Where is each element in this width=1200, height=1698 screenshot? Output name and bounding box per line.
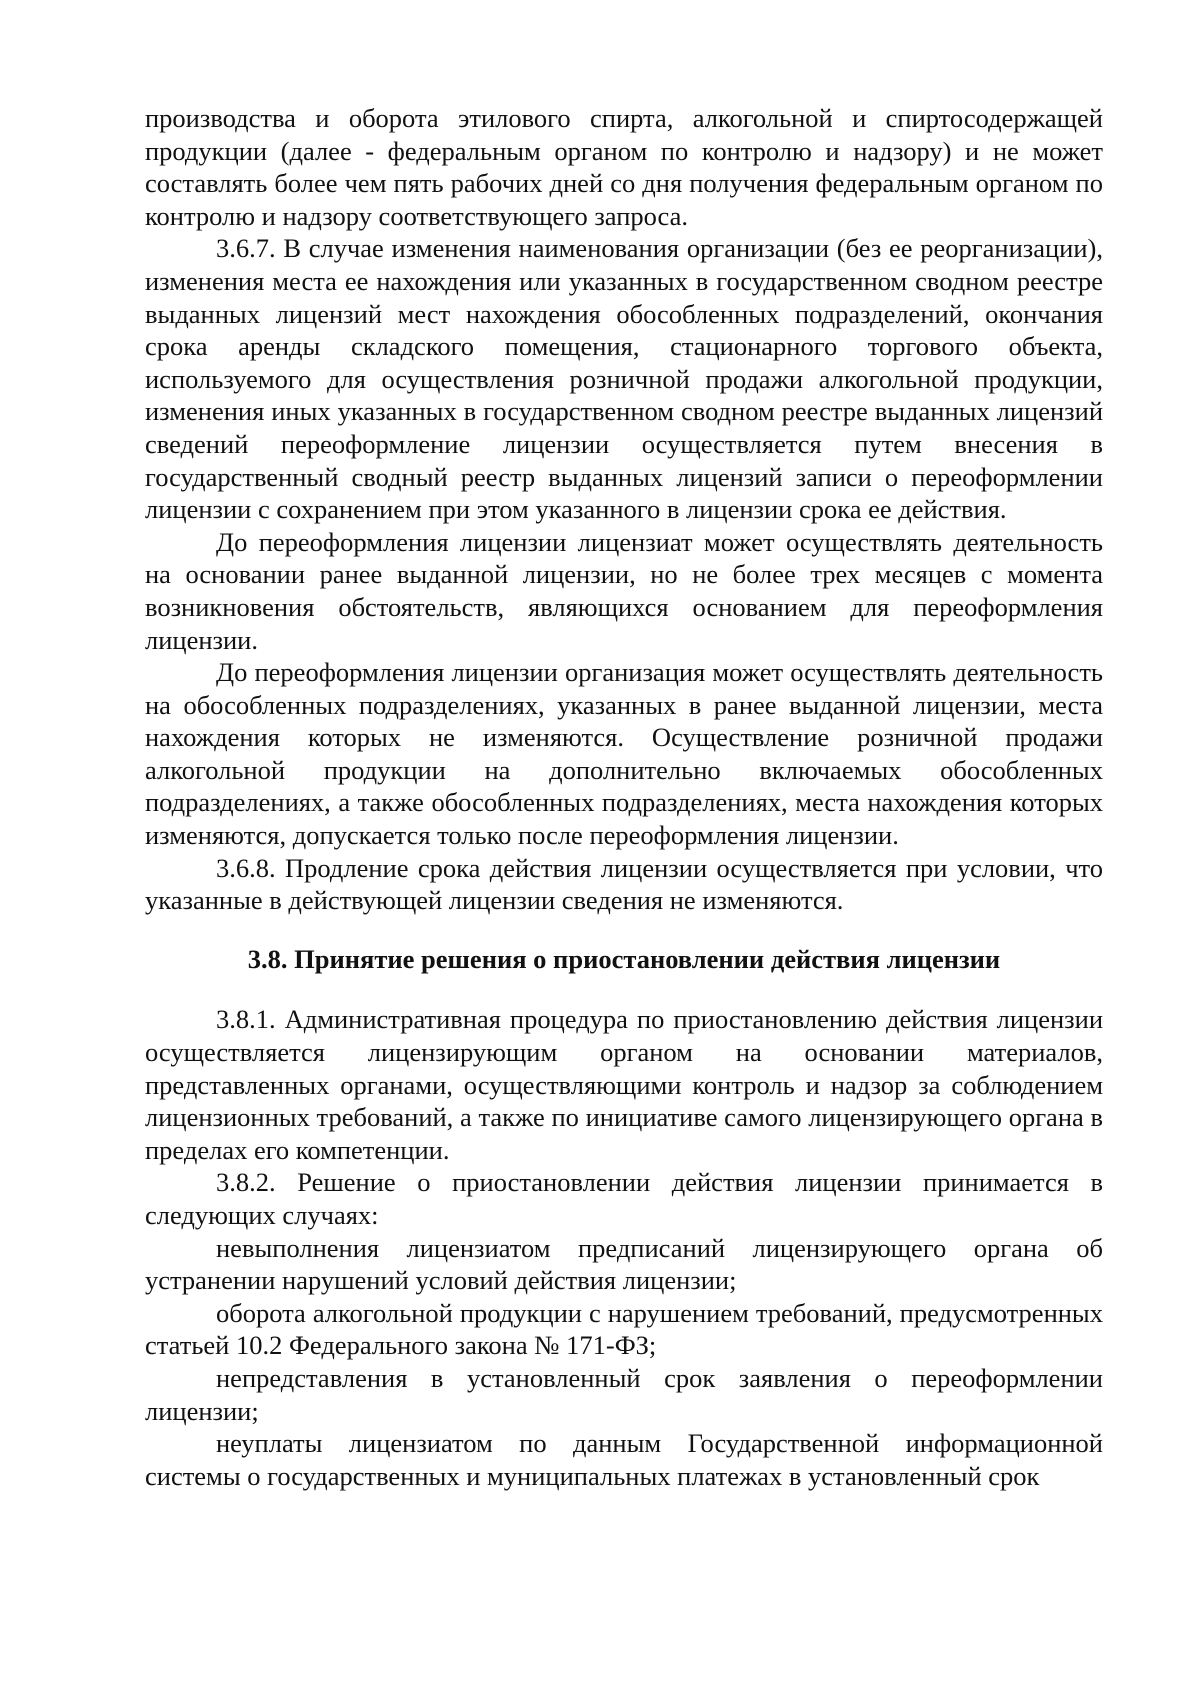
paragraph: 3.6.8. Продление срока действия лицензии осуществляется при условии, что указанные в действующей лицензии сведения не изменяются. (145, 852, 1103, 916)
document-page (145, 102, 1103, 1492)
paragraph: производства и оборота этилового спирта, алкогольной и спиртосодержащей продукции (далее - федеральным органом по контролю и надзору) и не может составлять более чем пять рабочих дней со дня получения федеральным органом по контролю и надзору соответствующего запроса. (145, 103, 1103, 231)
list-item: невыполнения лицензиатом предписаний лицензирующего органа об устранении нарушений условий действия лицензии; (145, 1232, 1103, 1296)
list-item: непредставления в установленный срок заявления о переоформлении лицензии; (145, 1362, 1103, 1426)
paragraphs-after (145, 1003, 1103, 1492)
paragraph: До переоформления лицензии лицензиат может осуществлять деятельность на основании ранее выданной лицензии, но не более трех месяцев с момента возникновения обстоятельств, являющихся основанием для переоформления лицензии. (145, 526, 1103, 655)
paragraph: 3.8.1. Административная процедура по приостановлению действия лицензии осуществляется лицензирующим органом на основании материалов, представленных органами, осуществляющими контроль и надзор за соблюдением лицензионных требований, а также по инициативе самого лицензирующего органа в пределах его компетенции. (145, 1004, 1103, 1165)
list-item: неуплаты лицензиатом по данным Государственной информационной системы о государственных и муниципальных платежах в установленный срок (145, 1428, 1103, 1491)
section-heading: 3.8. Принятие решения о приостановлении действия лицензии (247, 943, 1001, 974)
paragraph: 3.6.7. В случае изменения наименования организации (без ее реорганизации), изменения места ее нахождения или указанных в государственном сводном реестре выданных лицензий мест нахождения обособленных подразделений, окончания срока аренды складского помещения, стационарного торгового объекта, используемого для осуществления розничной продажи алкогольной продукции, изменения иных указанных в государственном сводном реестре выданных лицензий сведений переоформление лицензии осуществляется путем внесения в государственный сводный реестр выданных лицензий записи о переоформлении лицензии с сохранением при этом указанного в лицензии срока ее действия. (145, 233, 1103, 525)
list-item: оборота алкогольной продукции с нарушением требований, предусмотренных статьей 10.2 Федерального закона № 171-ФЗ; (145, 1297, 1103, 1361)
paragraph: 3.8.2. Решение о приостановлении действия лицензии принимается в следующих случаях: (145, 1167, 1103, 1230)
paragraph: До переоформления лицензии организация может осуществлять деятельность на обособленных подразделениях, указанных в ранее выданной лицензии, места нахождения которых не изменяются. Осуществление розничной продажи алкогольной продукции на дополнительно включаемых обособленных подразделениях, а также обособленных подразделениях, места нахождения которых изменяются, допускается только после переоформления лицензии. (145, 657, 1103, 851)
paragraphs-before (145, 102, 1103, 917)
